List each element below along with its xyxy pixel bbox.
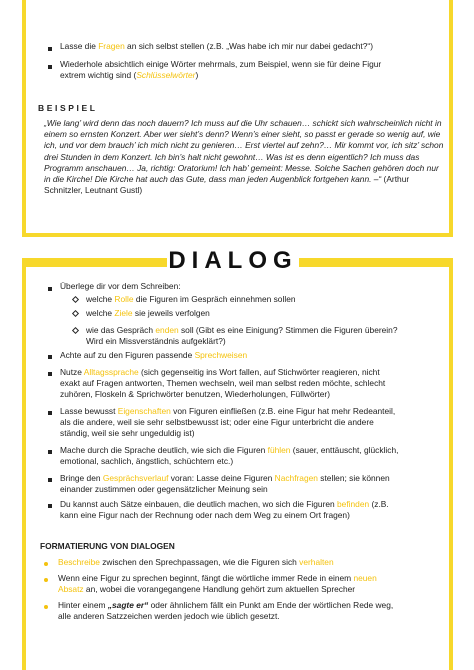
bullet-dot: [44, 562, 48, 566]
bullet-square: [48, 372, 52, 376]
bullet-dot: [44, 605, 48, 609]
list-item: Lasse die Fragen an sich selbst stellen (z.B. „Was habe ich mir nur dabei gedacht?“): [60, 41, 373, 51]
list-item: Achte auf zu den Figuren passende Sprechweisen: [60, 350, 248, 360]
list-item: Überlege dir vor dem Schreiben:: [60, 281, 181, 291]
bullet-dot: [44, 578, 48, 582]
list-item: Hinter einem „sagte er“ oder ähnlichem fällt ein Punkt am Ende der wörtlichen Rede weg, alle anderen Satzzeichen werden jedoch wie üblich gesetzt.: [58, 600, 394, 621]
example-quote: „Wie lang’ wird denn das noch dauern? Ich muss auf die Uhr schauen… schickt sich wahrscheinlich nicht in einem so ernsten Konzert. Aber wer sieht’s denn? Wenn’s einer sieht, so passt er gerade so wenig auf, wie ich, und vor dem brauch’ ich mich nicht zu genieren… Erst viertel auf zehn?… Mir kommt vor, ich sitz’ schon drei Stunden in dem Konzert. Ich bin’s halt nicht gewohnt… Was ist es denn eigentlich? Ich muss das Programm anschauen… Ja, richtig: Oratorium! Ich hab’ gemeint: Messe. Solche Sachen gehören doch nur in die Kirche! Die Kirche hat auch das Gute, dass man jeden Augenblick fortgehen kann. –“ (Arthur Schnitzler, Leutnant Gustl): [44, 118, 444, 196]
bullet-square: [48, 287, 52, 291]
sub-list-item: wie das Gespräch enden soll (Gibt es eine Einigung? Stimmen die Figuren überein? Wird ein Missverständnis aufgeklärt?): [86, 325, 398, 346]
bullet-square: [48, 450, 52, 454]
bullet-square: [48, 504, 52, 508]
sub-list-item: welche Ziele sie jeweils verfolgen: [86, 308, 210, 318]
list-item: Nutze Alltagssprache (sich gegenseitig ins Wort fallen, auf Stichwörter reagieren, nicht exakt auf Fragen antworten, Themen wechseln, weil man selbst reden möchte, schlecht zuhören, Floskeln & Sprichwörter benutzen, Wiederholungen, Füllwörter): [60, 367, 386, 399]
title-bar-left: [22, 258, 167, 267]
dialog-title: DIALOG: [168, 247, 298, 274]
list-item: Wenn eine Figur zu sprechen beginnt, fängt die wörtliche immer Rede in einem neuen Absatz an, wobei die vorangegangene Handlung gehört zum aktuellen Sprecher: [58, 573, 377, 594]
list-item: Beschreibe zwischen den Sprechpassagen, wie die Figuren sich verhalten: [58, 557, 334, 567]
bullet-square: [48, 47, 52, 51]
bullet-square: [48, 411, 52, 415]
sub-list-item: welche Rolle die Figuren im Gespräch einnehmen sollen: [86, 294, 296, 304]
list-item: Lasse bewusst Eigenschaften von Figuren einfließen (z.B. eine Figur hat mehr Redeanteil, als die andere, weil sie sehr selbstbewusst ist; oder eine Figur unterbricht die andere ständig, weil sie sehr ungeduldig ist): [60, 406, 396, 438]
list-item: Wiederhole absichtlich einige Wörter mehrmals, zum Beispiel, wenn sie für deine Figur extrem wichtig sind (Schlüsselwörter): [60, 59, 382, 80]
list-item: Bringe den Gesprächsverlauf voran: Lasse deine Figuren Nachfragen stellen; sie können einander zustimmen oder gegensätzlicher Meinung sein: [60, 473, 390, 494]
bullet-square: [48, 355, 52, 359]
bullet-square: [48, 478, 52, 482]
list-item: Mache durch die Sprache deutlich, wie sich die Figuren fühlen (sauer, enttäuscht, glücklich, emotional, sachlich, ängstlich, schüchtern etc.): [60, 445, 399, 466]
beispiel-label: BEISPIEL: [38, 103, 98, 113]
format-heading: FORMATIERUNG VON DIALOGEN: [40, 541, 175, 551]
bullet-square: [48, 65, 52, 69]
title-bar-right: [299, 258, 453, 267]
list-item: Du kannst auch Sätze einbauen, die deutlich machen, wo sich die Figuren befinden (z.B. kann eine Figur nach der Rechnung oder nach dem Weg zu einem Ort fragen): [60, 499, 389, 520]
